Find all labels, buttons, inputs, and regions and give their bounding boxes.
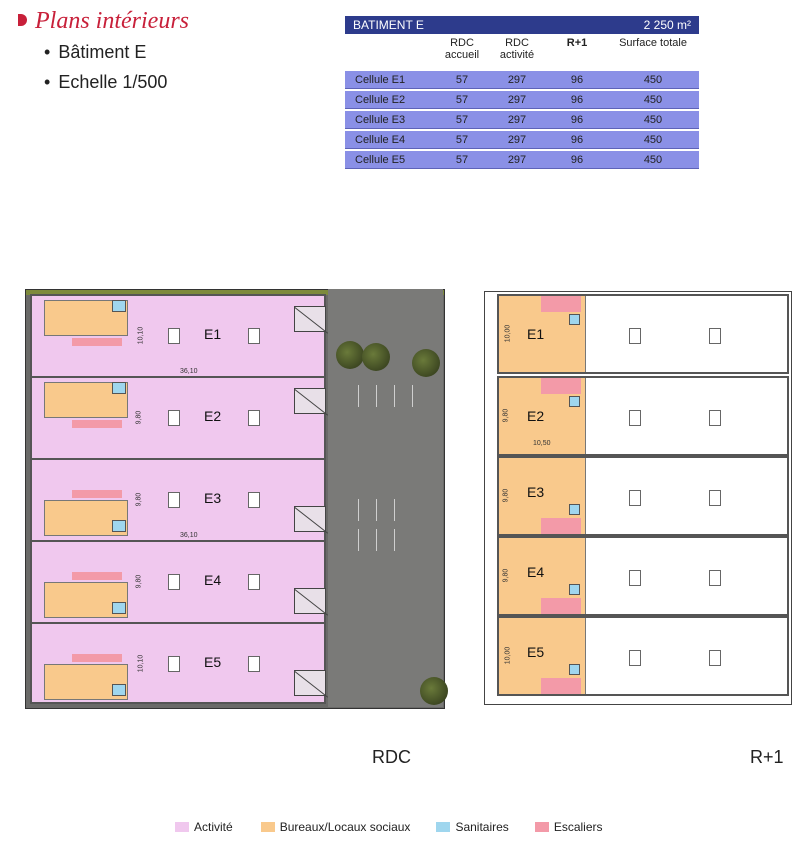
- pillar: [709, 570, 721, 586]
- width-label: 10,50: [533, 440, 551, 447]
- r1-cell-e5: [497, 616, 789, 696]
- legend-label: Activité: [194, 820, 233, 834]
- stairs: [541, 678, 581, 694]
- row-label: Cellule E2: [355, 93, 406, 106]
- stairs: [72, 490, 122, 498]
- table-cell: 297: [507, 133, 527, 146]
- table-cell: 297: [507, 153, 527, 166]
- legend: [175, 820, 603, 834]
- r1-cell-e3: [497, 456, 789, 536]
- table-cell: 57: [455, 73, 469, 86]
- loading-door: [294, 506, 326, 532]
- cell-height-label: 10,00: [504, 646, 512, 665]
- r1-cell-e4: [497, 536, 789, 616]
- rdc-cell-e5: [30, 622, 326, 704]
- pillar: [168, 328, 180, 344]
- legend-swatch-bureaux: [261, 822, 275, 832]
- cell-label: E3: [527, 484, 545, 500]
- cell-label: E3: [204, 490, 222, 506]
- table-column-headers: [345, 34, 699, 71]
- loading-door: [294, 388, 326, 414]
- plan-r1: [484, 291, 792, 705]
- cell-height-label: 9,80: [502, 408, 510, 423]
- pillar: [709, 490, 721, 506]
- pillar: [168, 656, 180, 672]
- pillar: [248, 328, 260, 344]
- cell-height-label: 9,80: [135, 492, 143, 507]
- cell-label: E5: [527, 644, 545, 660]
- building-name: BATIMENT E: [353, 18, 424, 32]
- table-cell: 96: [570, 93, 584, 106]
- pillar: [709, 410, 721, 426]
- loading-door: [294, 670, 326, 696]
- sanitary: [112, 382, 126, 394]
- r1-cell-e1: [497, 294, 789, 374]
- legend-swatch-escaliers: [535, 822, 549, 832]
- table-cell: 96: [570, 133, 584, 146]
- pillar: [629, 410, 641, 426]
- stairs: [541, 598, 581, 614]
- cell-height-label: 9,80: [135, 574, 143, 589]
- table-cell: 57: [455, 93, 469, 106]
- sanitary: [569, 396, 580, 407]
- stairs: [72, 572, 122, 580]
- table-cell: 57: [455, 133, 469, 146]
- legend-label: Bureaux/Locaux sociaux: [279, 820, 411, 834]
- column-header: R+1: [566, 37, 588, 49]
- cell-height-label: 9,80: [502, 488, 510, 503]
- sanitary: [569, 504, 580, 515]
- table-row: [345, 111, 699, 129]
- title-bullet-icon: [18, 14, 27, 26]
- legend-label: Escaliers: [553, 820, 603, 834]
- table-cell: 57: [455, 153, 469, 166]
- table-cell: 297: [507, 73, 527, 86]
- row-label: Cellule E4: [355, 133, 406, 146]
- row-label: Cellule E1: [355, 73, 406, 86]
- cell-label: E2: [204, 408, 222, 424]
- stairs: [541, 378, 581, 394]
- pillar: [709, 328, 721, 344]
- rdc-cell-e2: [30, 376, 326, 460]
- pillar: [168, 492, 180, 508]
- surface-table: [345, 16, 699, 171]
- cell-height-label: 9,80: [135, 410, 143, 425]
- stairs: [541, 518, 581, 534]
- column-header: Surface totale: [619, 37, 687, 49]
- sanitary: [112, 602, 126, 614]
- table-cell: 96: [570, 113, 584, 126]
- row-label: Cellule E3: [355, 113, 406, 126]
- subtitle-building: • Bâtiment E: [44, 42, 146, 63]
- sanitary: [112, 684, 126, 696]
- caption-r1: R+1: [750, 747, 784, 767]
- legend-swatch-sanitaires: [436, 822, 450, 832]
- cell-label: E5: [204, 654, 222, 670]
- pillar: [248, 656, 260, 672]
- sanitary: [112, 300, 126, 312]
- pillar: [248, 410, 260, 426]
- table-cell: 57: [455, 113, 469, 126]
- cell-label: E1: [204, 326, 222, 342]
- pillar: [248, 574, 260, 590]
- loading-door: [294, 588, 326, 614]
- cell-label: E4: [527, 564, 545, 580]
- pillar: [168, 574, 180, 590]
- pillar: [629, 490, 641, 506]
- rdc-cell-e1: [30, 294, 326, 378]
- row-label: Cellule E5: [355, 153, 406, 166]
- pillar: [629, 570, 641, 586]
- cell-height-label: 9,80: [502, 568, 510, 583]
- stairs: [72, 420, 122, 428]
- caption-rdc: RDC: [372, 747, 411, 767]
- table-row: [345, 151, 699, 169]
- table-cell: 297: [507, 113, 527, 126]
- sanitary: [569, 584, 580, 595]
- pillar: [629, 650, 641, 666]
- page-title: [18, 8, 189, 35]
- sanitary: [112, 520, 126, 532]
- pillar: [168, 410, 180, 426]
- sanitary: [569, 314, 580, 325]
- length-label: 36,10: [180, 532, 198, 539]
- stairs: [72, 338, 122, 346]
- column-header: RDC activité: [499, 37, 535, 61]
- rdc-cell-e4: [30, 540, 326, 624]
- table-cell: 450: [643, 153, 663, 166]
- table-row: [345, 91, 699, 109]
- table-cell: 96: [570, 153, 584, 166]
- length-label: 36,10: [180, 368, 198, 375]
- table-cell: 297: [507, 93, 527, 106]
- cell-height-label: 10,10: [137, 326, 145, 345]
- stairs: [72, 654, 122, 662]
- parking-lot: [328, 289, 443, 707]
- pillar: [629, 328, 641, 344]
- cell-label: E2: [527, 408, 545, 424]
- table-cell: 450: [643, 93, 663, 106]
- stairs: [541, 296, 581, 312]
- table-cell: 450: [643, 113, 663, 126]
- cell-label: E4: [204, 572, 222, 588]
- subtitle-scale: • Echelle 1/500: [44, 72, 167, 93]
- rdc-cell-e3: [30, 458, 326, 542]
- cell-height-label: 10,00: [504, 324, 512, 343]
- table-cell: 96: [570, 73, 584, 86]
- table-row: [345, 71, 699, 89]
- legend-label: Sanitaires: [455, 820, 509, 834]
- legend-swatch-activite: [175, 822, 189, 832]
- pillar: [248, 492, 260, 508]
- table-cell: 450: [643, 73, 663, 86]
- total-area: 2 250 m²: [643, 18, 691, 32]
- loading-door: [294, 306, 326, 332]
- table-cell: 450: [643, 133, 663, 146]
- rdc-building: [30, 294, 326, 704]
- cell-height-label: 10,10: [137, 654, 145, 673]
- table-row: [345, 131, 699, 149]
- page-title-text: Plans intérieurs: [35, 8, 189, 34]
- pillar: [709, 650, 721, 666]
- cell-label: E1: [527, 326, 545, 342]
- sanitary: [569, 664, 580, 675]
- column-header: RDC accueil: [444, 37, 480, 61]
- table-header: [345, 16, 699, 34]
